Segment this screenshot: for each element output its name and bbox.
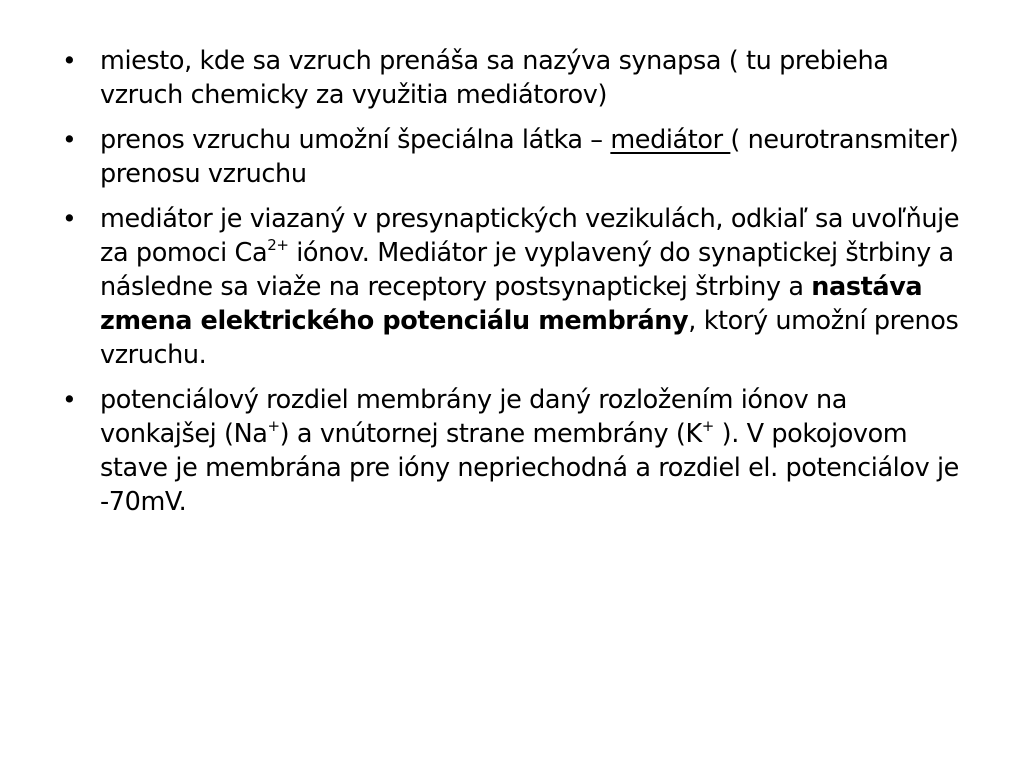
superscript-charge: + [701,416,714,435]
bullet-text: ) a vnútornej strane membrány (K [279,419,702,449]
bullet-item-release [62,202,962,372]
superscript-charge: + [267,416,280,435]
bullet-icon: • [62,125,77,154]
bullet-text: mediátor je viazaný v presynaptických vezikulách, odkiaľ sa uvoľňuje za pomoci Ca [100,204,960,268]
bullet-text: potenciálový rozdiel membrány je daný rozložením iónov na vonkajšej (Na [100,385,847,449]
superscript-charge: 2+ [267,235,289,254]
bullet-icon: • [62,46,77,75]
bullet-text: , ktorý umožní prenos vzruchu. [100,306,959,370]
bullet-text: prenos vzruchu umožní špeciálna látka – [100,125,611,155]
bullet-item-potential [62,383,962,519]
bullet-item-mediator [62,123,962,191]
bullet-text: ( neurotransmiter) prenosu vzruchu [100,125,959,189]
bold-phrase: nastáva zmena elektrického potenciálu membrány [100,272,923,336]
bullet-text: iónov. Mediátor je vyplavený do synaptickej štrbiny a následne sa viaže na receptory postsynaptickej štrbiny a [100,238,954,302]
bullet-icon: • [62,385,77,414]
underlined-term: mediátor [610,125,731,155]
bullet-icon: • [62,204,77,233]
bullet-text: ). V pokojovom stave je membrána pre ióny nepriechodná a rozdiel el. potenciálov je -70mV. [100,419,959,517]
bullet-list [62,44,962,530]
bullet-item-synapse [62,44,962,112]
bullet-text: miesto, kde sa vzruch prenáša sa nazýva synapsa ( tu prebieha vzruch chemicky za využitia mediátorov) [100,46,889,110]
